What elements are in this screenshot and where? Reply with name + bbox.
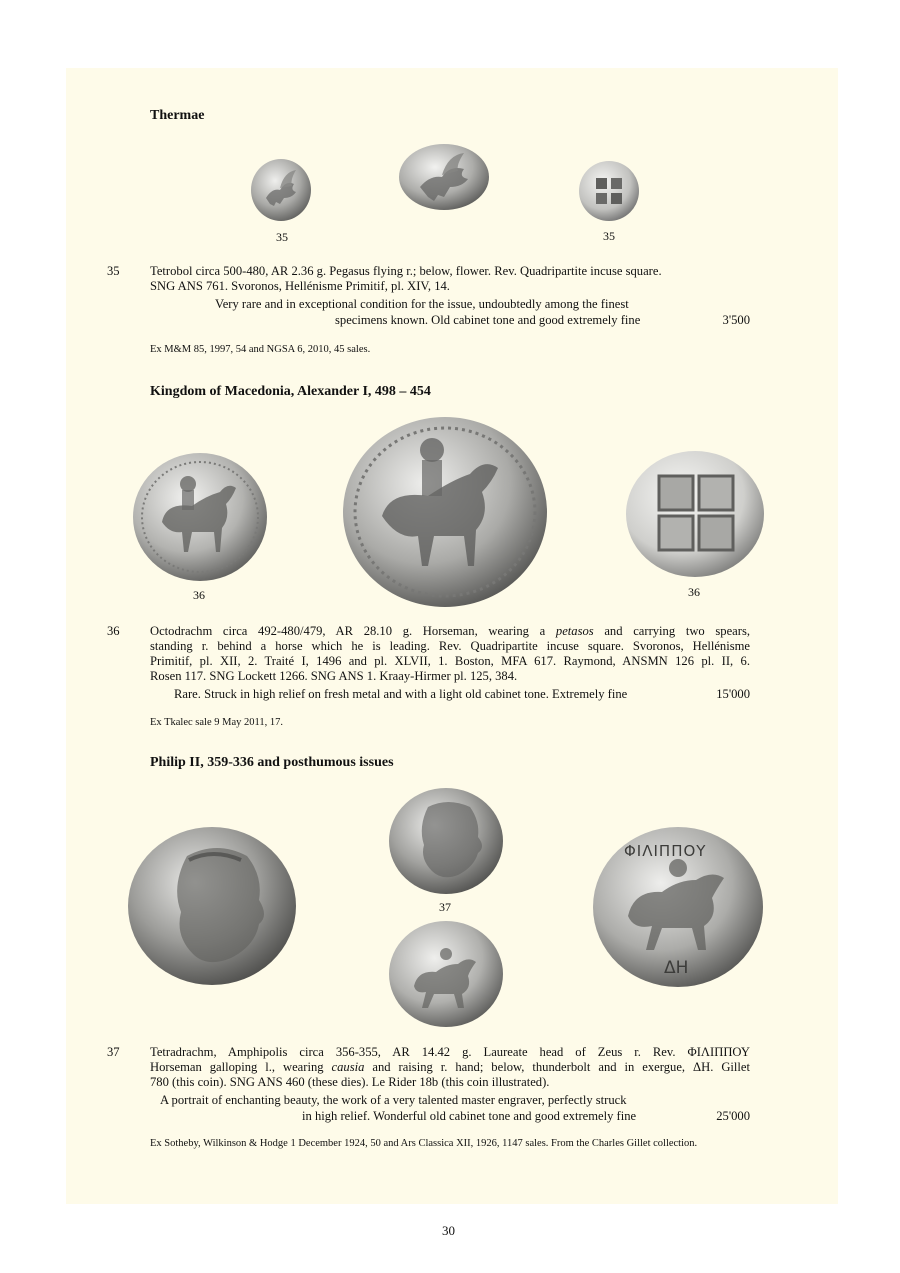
section-heading-philip: Philip II, 359-336 and posthumous issues <box>150 755 394 770</box>
coin-image-36-obverse-small <box>132 452 268 582</box>
coin-image-35-reverse <box>578 160 640 222</box>
lot-provenance-36: Ex Tkalec sale 9 May 2011, 17. <box>150 717 283 728</box>
description-line: standing r. behind a horse which he is leading. Rev. Quadripartite incuse square. Svoronos, Hellénisme <box>150 639 750 653</box>
lot-number-37: 37 <box>107 1045 120 1059</box>
coin-label-35-obverse: 35 <box>276 230 288 244</box>
lot-description-37 <box>150 1045 750 1090</box>
coin-legend-exergue: ΔΗ <box>664 958 689 978</box>
coin-image-36-reverse <box>625 450 765 578</box>
page-number: 30 <box>442 1223 455 1238</box>
description-line <box>150 624 750 639</box>
coin-image-35-obverse-small <box>250 158 312 222</box>
lot-description-36 <box>150 624 750 684</box>
lot-comment-36: Rare. Struck in high relief on fresh metal and with a light old cabinet tone. Extremely fine <box>174 687 628 701</box>
coin-label-35-reverse: 35 <box>603 229 615 243</box>
description-line: Tetradrachm, Amphipolis circa 356-355, AR 14.42 g. Laureate head of Zeus r. Rev. ΦΙΛΙΠΠΟΥ <box>150 1045 750 1059</box>
description-text: and carrying two spears, <box>593 624 750 638</box>
description-text: Octodrachm circa 492-480/479, AR 28.10 g. Horseman, wearing a <box>150 624 556 638</box>
coin-image-35-obverse-large <box>398 143 490 211</box>
coin-label-37: 37 <box>439 900 451 914</box>
lot-provenance-37: Ex Sotheby, Wilkinson & Hodge 1 December 1924, 50 and Ars Classica XII, 1926, 1147 sales. From the Charles Gillet collection. <box>150 1138 698 1149</box>
coin-image-36-obverse-large <box>342 416 548 608</box>
lot-price-37: 25'000 <box>716 1109 750 1123</box>
lot-comment-35-line1: Very rare and in exceptional condition for the issue, undoubtedly among the finest <box>215 297 629 311</box>
lot-comment-37-line2: in high relief. Wonderful old cabinet tone and good extremely fine <box>302 1109 637 1123</box>
description-line <box>150 1060 750 1075</box>
coin-image-37-obverse-small <box>388 787 504 895</box>
lot-number-35: 35 <box>107 264 120 278</box>
lot-provenance-35: Ex M&M 85, 1997, 54 and NGSA 6, 2010, 45 sales. <box>150 344 371 355</box>
lot-comment-35-line2: specimens known. Old cabinet tone and good extremely fine <box>335 313 641 327</box>
coin-image-37-obverse-large <box>127 826 297 986</box>
description-line: 780 (this coin). SNG ANS 460 (these dies). Le Rider 18b (this coin illustrated). <box>150 1075 550 1089</box>
section-heading-thermae: Thermae <box>150 108 205 123</box>
section-heading-macedonia: Kingdom of Macedonia, Alexander I, 498 – 454 <box>150 384 431 399</box>
coin-label-36-obverse: 36 <box>193 588 205 602</box>
description-italic: causia <box>331 1060 365 1074</box>
coin-image-37-reverse-small <box>388 920 504 1028</box>
description-line: SNG ANS 761. Svoronos, Hellénisme Primitif, pl. XIV, 14. <box>150 279 450 293</box>
lot-price-35: 3'500 <box>722 313 750 327</box>
description-line: Rosen 117. SNG Lockett 1266. SNG ANS 1. Kraay-Hirmer pl. 125, 384. <box>150 669 518 683</box>
lot-price-36: 15'000 <box>716 687 750 701</box>
lot-description-35 <box>150 264 750 294</box>
description-italic: petasos <box>555 624 594 638</box>
description-text: Horseman galloping l., wearing <box>150 1060 332 1074</box>
lot-comment-37-line1: A portrait of enchanting beauty, the work of a very talented master engraver, perfectly struck <box>160 1093 627 1107</box>
description-line: Primitif, pl. XII, 2. Traité I, 1496 and pl. XLVII, 1. Boston, MFA 617. Raymond, ANSMN 126 pl. II, 6. <box>150 654 750 668</box>
coin-legend-philippou: ΦΙΛΙΠΠΟΥ <box>624 842 707 860</box>
coin-label-36-reverse: 36 <box>688 585 700 599</box>
description-line: Tetrobol circa 500-480, AR 2.36 g. Pegasus flying r.; below, flower. Rev. Quadripartite incuse square. <box>150 264 662 278</box>
lot-number-36: 36 <box>107 624 120 638</box>
description-text: and raising r. hand; below, thunderbolt and in exergue, ΔΗ. Gillet <box>364 1060 751 1074</box>
